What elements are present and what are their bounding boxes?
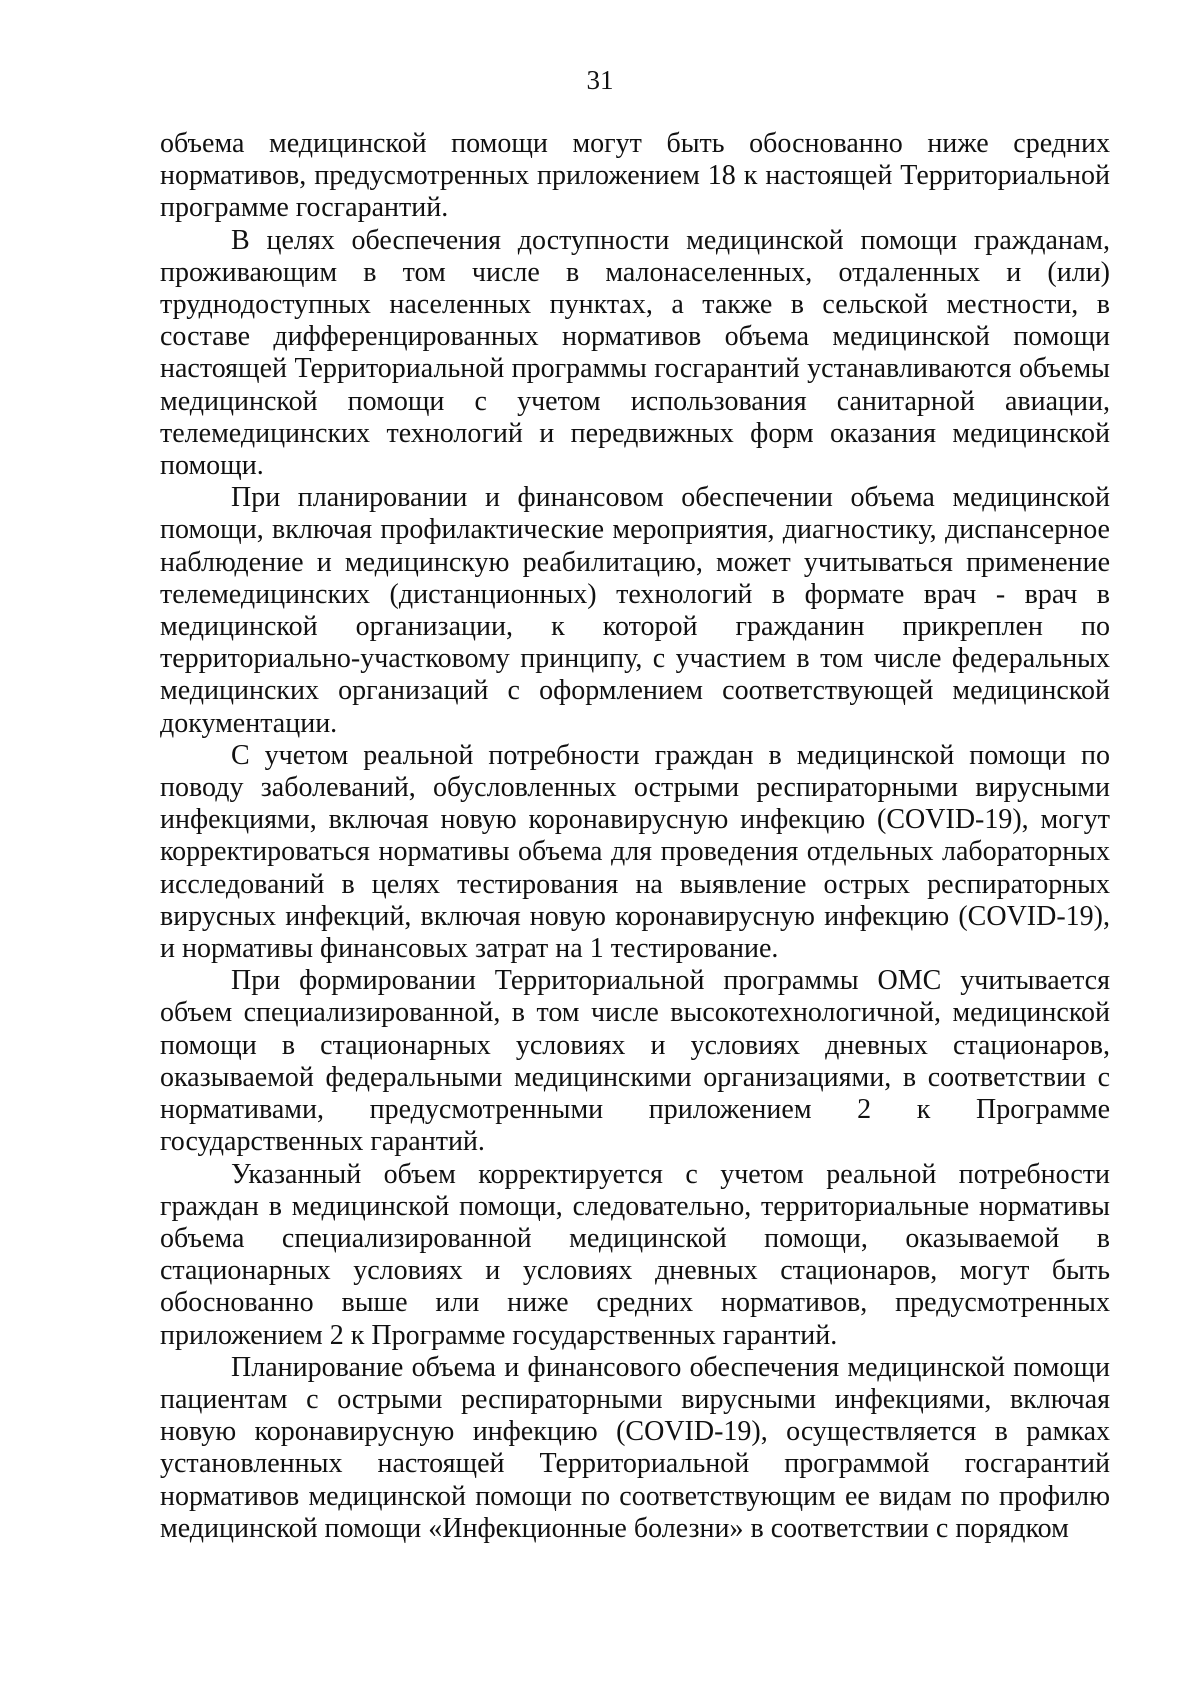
paragraph-2: В целях обеспечения доступности медицинской помощи гражданам, проживающим в том числе в малонаселенных, отдаленных и (или) труднодоступных населенных пунктах, а также в сельской местности, в составе дифференцированных нормативов объема медицинской помощи настоящей Территориальной программы госгарантий устанавливаются объемы медицинской помощи с учетом использования санитарной авиации, телемедицинских технологий и передвижных форм оказания медицинской помощи. [160,224,1110,482]
paragraph-4: С учетом реальной потребности граждан в медицинской помощи по поводу заболеваний, обусловленных острыми респираторными вирусными инфекциями, включая новую коронавирусную инфекцию (COVID-19), могут корректироваться нормативы объема для проведения отдельных лабораторных исследований в целях тестирования на выявление острых респираторных вирусных инфекций, включая новую коронавирусную инфекцию (COVID-19), и нормативы финансовых затрат на 1 тестирование. [160,739,1110,965]
paragraph-7: Планирование объема и финансового обеспечения медицинской помощи пациентам с острыми респираторными вирусными инфекциями, включая новую коронавирусную инфекцию (COVID-19), осуществляется в рамках установленных настоящей Территориальной программой госгарантий нормативов медицинской помощи по соответствующим ее видам по профилю медицинской помощи «Инфекционные болезни» в соответствии с порядком [160,1351,1110,1544]
paragraph-5: При формировании Территориальной программы ОМС учитывается объем специализированной, в том числе высокотехнологичной, медицинской помощи в стационарных условиях и условиях дневных стационаров, оказываемой федеральными медицинскими организациями, в соответствии с нормативами, предусмотренными приложением 2 к Программе государственных гарантий. [160,965,1110,1158]
paragraph-6: Указанный объем корректируется с учетом реальной потребности граждан в медицинской помощи, следовательно, территориальные нормативы объема специализированной медицинской помощи, оказываемой в стационарных условиях и условиях дневных стационаров, могут быть обоснованно выше или ниже средних нормативов, предусмотренных приложением 2 к Программе государственных гарантий. [160,1158,1110,1351]
body-text [160,128,1110,1545]
paragraph-3: При планировании и финансовом обеспечении объема медицинской помощи, включая профилактические мероприятия, диагностику, диспансерное наблюдение и медицинскую реабилитацию, может учитываться применение телемедицинских (дистанционных) технологий в формате врач - врач в медицинской организации, к которой гражданин прикреплен по территориально-участковому принципу, с участием в том числе федеральных медицинских организаций с оформлением соответствующей медицинской документации. [160,482,1110,739]
page-number: 31 [586,65,614,95]
paragraph-1: объема медицинской помощи могут быть обоснованно ниже средних нормативов, предусмотренных приложением 18 к настоящей Территориальной программе госгарантий. [160,128,1110,224]
